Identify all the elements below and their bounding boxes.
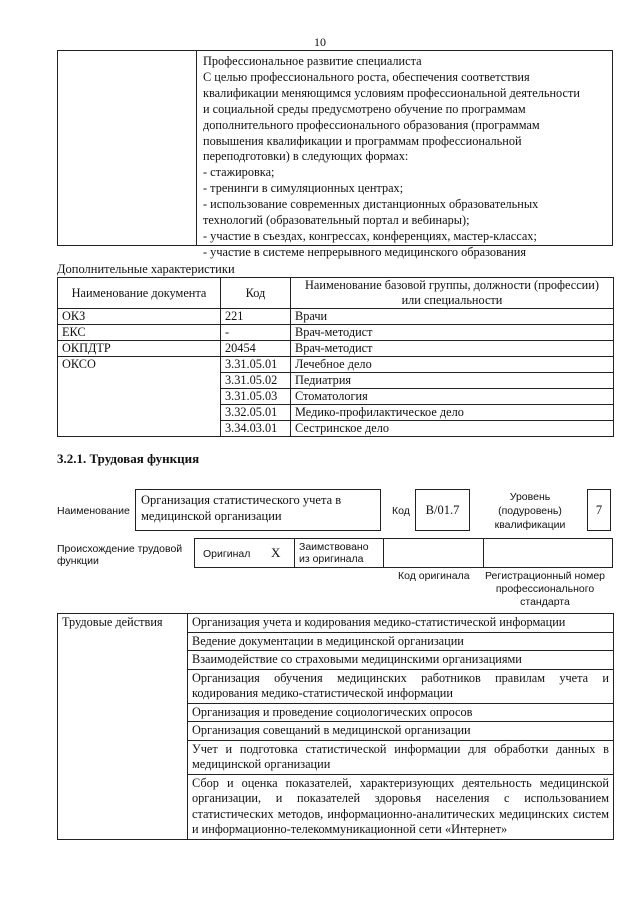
labor-actions-label: Трудовые действия <box>58 614 188 840</box>
extra-characteristics-caption: Дополнительные характеристики <box>57 262 235 276</box>
table-row <box>58 357 614 373</box>
cell-code: 221 <box>221 309 291 325</box>
origin-label-line: Происхождение трудовой <box>57 543 183 555</box>
cell-document: ОКСО <box>58 357 221 437</box>
cell-document: ОКПДТР <box>58 341 221 357</box>
labor-action-item: Ведение документации в медицинской организации <box>188 632 614 651</box>
cell-name: Сестринское дело <box>291 421 614 437</box>
original-mark: X <box>271 545 281 560</box>
prof-line: - стажировка; <box>203 165 275 180</box>
cell-name: Врачи <box>291 309 614 325</box>
qualification-level-box: 7 <box>587 489 611 531</box>
prof-line: и социальной среды предусмотрено обучение по программам <box>203 101 526 116</box>
labor-action-item: Организация и проведение социологических опросов <box>188 703 614 722</box>
cell-code: 20454 <box>221 341 291 357</box>
labor-action-item: Организация совещаний в медицинской организации <box>188 722 614 741</box>
function-code-box: B/01.7 <box>415 489 470 531</box>
borrowed-label-line: из оригинала <box>299 553 364 565</box>
prof-line: дополнительного профессионального образования (программам <box>203 117 540 132</box>
labor-action-item: Учет и подготовка статистической информации для обработки данных в медицинской организации <box>188 740 614 774</box>
cell-name: Педиатрия <box>291 373 614 389</box>
table-row <box>58 309 614 325</box>
cell-code: 3.31.05.01 <box>221 357 291 373</box>
origin-label <box>57 543 182 567</box>
prof-line: - участие в съездах, конгрессах, конференциях, мастер-классах; <box>203 228 537 243</box>
level-label-line: (подуровень) <box>498 505 562 517</box>
prof-line: повышения квалификации и программам профессиональной <box>203 133 522 148</box>
cell-code: - <box>221 325 291 341</box>
origin-divider <box>383 539 384 567</box>
cell-document: ОКЗ <box>58 309 221 325</box>
reg-label-line: стандарта <box>520 596 570 608</box>
table-header-row <box>58 278 614 309</box>
origin-label-line: функции <box>57 555 99 567</box>
origin-strip <box>194 538 613 568</box>
qualification-level-label <box>478 490 582 532</box>
column-divider <box>196 51 197 245</box>
prof-line: - тренинги в симуляционных центрах; <box>203 181 404 196</box>
table-row <box>58 614 614 633</box>
cell-name: Врач-методист <box>291 341 614 357</box>
name-label: Наименование <box>57 505 130 517</box>
level-label-line: квалификации <box>494 519 566 531</box>
function-name-box: Организация статистического учета в медицинской организации <box>135 489 381 531</box>
professional-development-text <box>203 54 605 261</box>
original-label: Оригинал <box>203 548 251 560</box>
cell-name: Лечебное дело <box>291 357 614 373</box>
cell-code: 3.31.05.03 <box>221 389 291 405</box>
labor-function-heading: 3.2.1. Трудовая функция <box>57 451 200 466</box>
prof-line: Профессиональное развитие специалиста <box>203 54 422 68</box>
code-label: Код <box>392 505 410 517</box>
header-document: Наименование документа <box>58 278 221 309</box>
prof-line: - участие в системе непрерывного медицинского образования <box>203 244 526 259</box>
cell-code: 3.31.05.02 <box>221 373 291 389</box>
original-code-label: Код оригинала <box>398 570 470 582</box>
reg-label-line: Регистрационный номер <box>485 570 605 582</box>
professional-development-box <box>57 50 613 259</box>
cell-document: ЕКС <box>58 325 221 341</box>
origin-divider <box>294 539 295 567</box>
extra-characteristics-table <box>57 277 614 437</box>
level-label-line: Уровень <box>509 491 551 503</box>
cell-code: 3.32.05.01 <box>221 405 291 421</box>
prof-line: технологий (образовательный портал и вебинары); <box>203 213 470 228</box>
cell-code: 3.34.03.01 <box>221 421 291 437</box>
table-row <box>58 341 614 357</box>
prof-line: переподготовки) в следующих формах: <box>203 149 409 164</box>
labor-action-item: Организация обучения медицинских работников правилам учета и кодирования медико-статистической информации <box>188 669 614 703</box>
cell-name: Врач-методист <box>291 325 614 341</box>
borrowed-label-line: Заимствовано <box>299 541 369 553</box>
prof-line: квалификации меняющимся условиям профессиональной деятельности <box>203 85 580 100</box>
table-row <box>58 325 614 341</box>
page-number: 10 <box>314 35 326 49</box>
registration-number-label <box>480 570 610 609</box>
cell-name: Стоматология <box>291 389 614 405</box>
borrowed-label <box>299 541 369 565</box>
labor-action-item: Организация учета и кодирования медико-статистической информации <box>188 614 614 633</box>
origin-divider <box>483 539 484 567</box>
labor-action-item: Взаимодействие со страховыми медицинскими организациями <box>188 651 614 670</box>
prof-line: - использование современных дистанционных образовательных <box>203 197 539 212</box>
labor-action-item: Сбор и оценка показателей, характеризующих деятельность медицинской организации, и показателей здоровья населения с использованием статистических методов, информационно-аналитических медицинских систем и информационно-телекоммуникационной сети «Интернет» <box>188 774 614 839</box>
header-name: Наименование базовой группы, должности (профессии) или специальности <box>291 278 614 309</box>
prof-line: С целью профессионального роста, обеспечения соответствия <box>203 69 530 84</box>
labor-actions-table <box>57 613 614 840</box>
reg-label-line: профессионального <box>495 583 595 595</box>
header-code: Код <box>221 278 291 309</box>
cell-name: Медико-профилактическое дело <box>291 405 614 421</box>
